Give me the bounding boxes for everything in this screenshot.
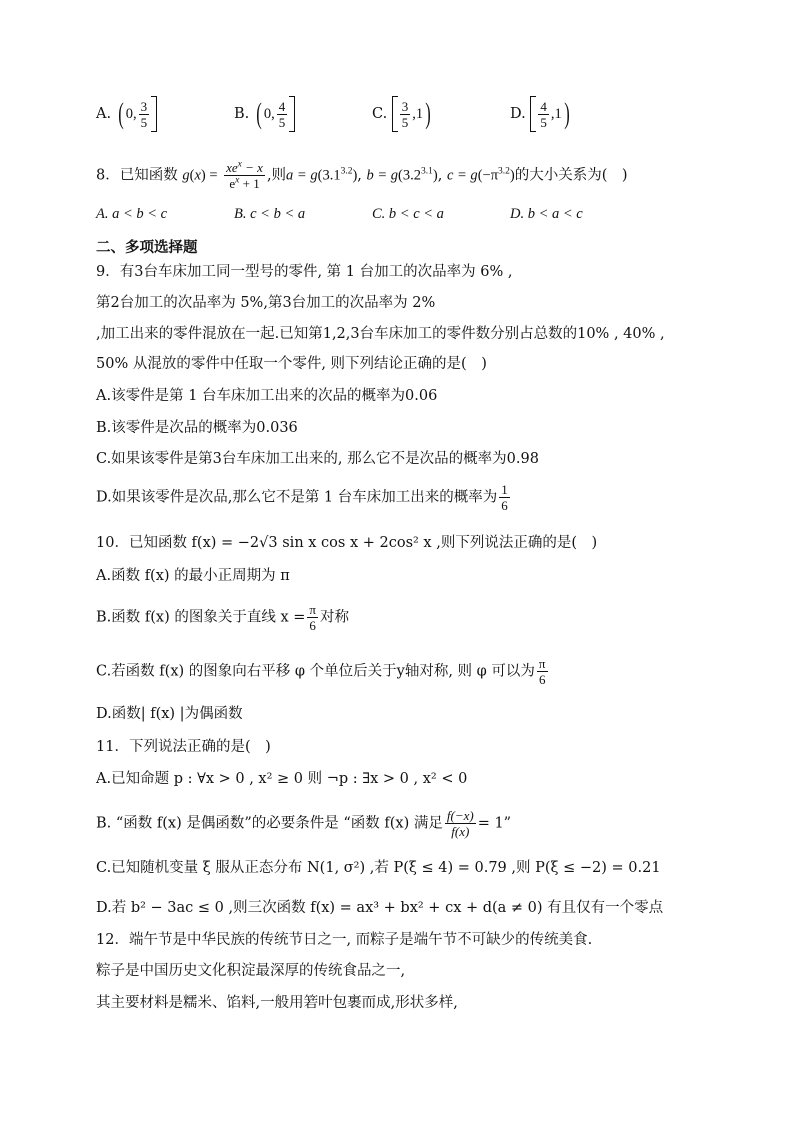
q12-line-1: 12．端午节是中华民族的传统节日之一, 而粽子是端午节不可缺少的传统美食. [96,932,593,948]
q7-option-b: B. ( 0, $\frac{4}{5}$ [234,96,295,132]
q9-option-d: D.如果该零件是次品,那么它不是第 1 台车床加工出来的概率为 $\frac{1}{6}$ [96,482,508,513]
q9-option-b: B.该零件是次品的概率为0.036 [96,420,298,436]
q11-option-b: B. “函数 f(x) 是偶函数”的必要条件是 “函数 f(x) 满足 $\frac{f(-x)}{f(x)}$ = 1” [96,808,512,839]
q10-option-d: D.函数| f(x) |为偶函数 [96,706,243,722]
q12-line-3: 其主要材料是糯米、馅料,一般用箬叶包裹而成,形状多样, [96,995,458,1011]
q10-option-b: B.函数 f(x) 的图象关于直线 x = $\frac{\pi}{6}$ 对称 [96,602,349,633]
q8-option-d: D. b < a < c [510,206,583,222]
q8-option-c: C. b < c < a [372,206,444,222]
q11-option-c: C.已知随机变量 ξ 服从正态分布 N(1, σ²) ,若 P(ξ ≤ 4) = 0.79 ,则 P(ξ ≤ −2) = 0.21 [96,860,661,876]
q8-option-a: A. a < b < c [96,206,168,222]
q11-option-d: D.若 b² − 3ac ≤ 0 ,则三次函数 f(x) = ax³ + bx² + cx + d(a ≠ 0) 有且仅有一个零点 [96,900,664,916]
q10-stem: 10．已知函数 f(x) = −2√3 sin x cos x + 2cos² x ,则下列说法正确的是( ) [96,535,598,551]
q10-option-a: A.函数 f(x) 的最小正周期为 π [96,568,290,584]
q8-option-b: B. c < b < a [234,206,306,222]
q7-option-c: C. $\frac{3}{5}$ ,1) [372,97,431,130]
q10-option-c: C.若函数 f(x) 的图象向右平移 φ 个单位后关于y轴对称, 则 φ 可以为 $\frac{\pi}{6}$ [96,656,546,687]
q9-option-a: A.该零件是第 1 台车床加工出来的次品的概率为0.06 [96,388,438,404]
q12-line-2: 粽子是中国历史文化积淀最深厚的传统食品之一, [96,963,406,979]
q9-line-2: 第2台加工的次品率为 5%,第3台加工的次品率为 2% [96,295,436,311]
q11-option-a: A.已知命题 p : ∀x > 0 , x² ≥ 0 则 ¬p : ∃x > 0 , x² < 0 [96,771,468,787]
q9-line-4: 50% 从混放的零件中任取一个零件, 则下列结论正确的是( ) [96,356,487,372]
section-heading-multiple-choice: 二、多项选择题 [96,240,198,256]
q7-option-d: D. $\frac{4}{5}$ ,1) [510,97,570,130]
q7-option-a: A. ( 0, $\frac{3}{5}$ [96,96,157,132]
q8-stem: 8．已知函数 g(x) = $\frac{xe^x - x}{e^x + 1}$ ,则$a = g(3.1^{3.2})$, $b = g(3.2^{3.1})$, $c = g(-\pi^{3.2})$的大小关系为( ) [96,159,628,191]
q9-line-1: 9．有3台车床加工同一型号的零件, 第 1 台加工的次品率为 6% , [96,264,513,280]
q9-line-3: ,加工出来的零件混放在一起.已知第1,2,3台车床加工的零件数分别占总数的10% , 40% , [96,326,665,342]
q9-option-c: C.如果该零件是第3台车床加工出来的, 那么它不是次品的概率为0.98 [96,451,539,467]
q11-stem: 11．下列说法正确的是( ) [96,739,271,755]
